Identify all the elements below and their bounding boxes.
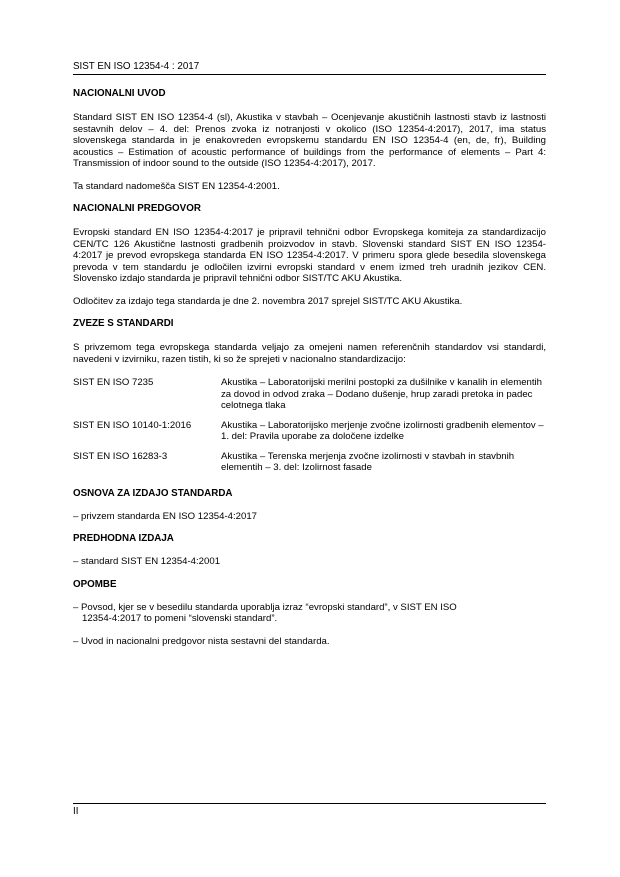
section-predhodna-izdaja bbox=[73, 533, 546, 568]
reference-row bbox=[73, 377, 546, 412]
reference-description: Akustika – Laboratorijsko merjenje zvočne izolirnosti gradbenih elementov – 1. del: Pravila uporabe za določene izdelke bbox=[221, 419, 544, 442]
page-header bbox=[73, 61, 546, 73]
list-item: – Povsod, kjer se v besedilu standarda uporablja izraz “evropski standard”, v SIST EN ISO 12354-4:2017 to pomeni “slovenski standard”. bbox=[73, 601, 457, 624]
reference-list bbox=[73, 377, 546, 474]
page-content bbox=[73, 88, 546, 647]
list-item: – privzem standarda EN ISO 12354-4:2017 bbox=[73, 510, 257, 522]
section-zveze-s-standardi bbox=[73, 318, 546, 474]
list-item: – Uvod in nacionalni predgovor nista sestavni del standarda. bbox=[73, 635, 330, 647]
section-heading: NACIONALNI UVOD bbox=[73, 88, 166, 99]
paragraph: Odločitev za izdajo tega standarda je dne 2. novembra 2017 sprejel SIST/TC AKU Akustika. bbox=[73, 295, 463, 307]
section-heading: NACIONALNI PREDGOVOR bbox=[73, 203, 201, 214]
footer-rule bbox=[73, 803, 546, 804]
section-nacionalni-predgovor bbox=[73, 203, 546, 307]
reference-row bbox=[73, 451, 546, 474]
section-heading: OSNOVA ZA IZDAJO STANDARDA bbox=[73, 487, 233, 499]
paragraph: Ta standard nadomešča SIST EN 12354-4:2001. bbox=[73, 180, 280, 192]
page-number: II bbox=[73, 806, 79, 817]
reference-row bbox=[73, 420, 546, 443]
reference-description: Akustika – Laboratorijski merilni postopki za dušilnike v kanalih in elementih za dovod in odvod zraka – Dodano dušenje, hrup zaradi pretoka in padec celotnega tlaka bbox=[221, 377, 543, 411]
reference-description: Akustika – Terenska merjenja zvočne izolirnosti v stavbah in stavbnih elementih – 3. del: Izolirnost fasade bbox=[221, 450, 515, 473]
section-opombe bbox=[73, 579, 546, 648]
paragraph: Evropski standard EN ISO 12354-4:2017 je pripravil tehnični odbor Evropskega komiteja za standardizacijo CEN/TC 126 Akustične lastnosti gradbenih proizvodov in stavb. Slovenski standard SIST EN ISO 12354-4:2017 je prevod evropskega standarda EN ISO 12354-4:2017. V primeru spora glede besedila slovenskega prevoda v tem standardu je odločilen izvirni evropski standard v enem izmed treh uradnih jezikov CEN. Slovensko izdajo standarda je pripravil tehnični odbor SIST/TC AKU Akustika. bbox=[73, 227, 546, 284]
section-nacionalni-uvod bbox=[73, 88, 546, 192]
section-heading: PREDHODNA IZDAJA bbox=[73, 533, 174, 544]
section-heading: ZVEZE S STANDARDI bbox=[73, 318, 174, 329]
list-item: – standard SIST EN 12354-4:2001 bbox=[73, 556, 221, 567]
document-title: SIST EN ISO 12354-4 : 2017 bbox=[73, 61, 200, 72]
section-heading: OPOMBE bbox=[73, 578, 117, 590]
reference-code: SIST EN ISO 7235 bbox=[73, 377, 154, 388]
paragraph: S privzemom tega evropskega standarda veljajo za omejeni namen referenčnih standardov vsi standardi, navedeni v izvirniku, razen tistih, ki so že sprejeti v nacionalno standardizacijo: bbox=[73, 342, 546, 365]
reference-code: SIST EN ISO 16283-3 bbox=[73, 450, 168, 462]
section-osnova-za-izdajo bbox=[73, 488, 546, 523]
header-rule bbox=[73, 74, 546, 75]
paragraph: Standard SIST EN ISO 12354-4 (sl), Akustika v stavbah – Ocenjevanje akustičnih lastnosti stavb iz lastnosti sestavnih delov – 4. del: Prenos zvoka iz notranjosti v okolico (ISO 12354-4:2017), 2017, ima status slovenskega standarda in je enakovreden evropskemu standardu EN ISO 12354-4 (en, de, fr), Building acoustics – Estimation of acoustic performance of buildings from the performance of elements – Part 4: Transmission of indoor sound to the outside (ISO 12354-4:2017), 2017. bbox=[73, 112, 546, 169]
reference-code: SIST EN ISO 10140-1:2016 bbox=[73, 419, 192, 431]
